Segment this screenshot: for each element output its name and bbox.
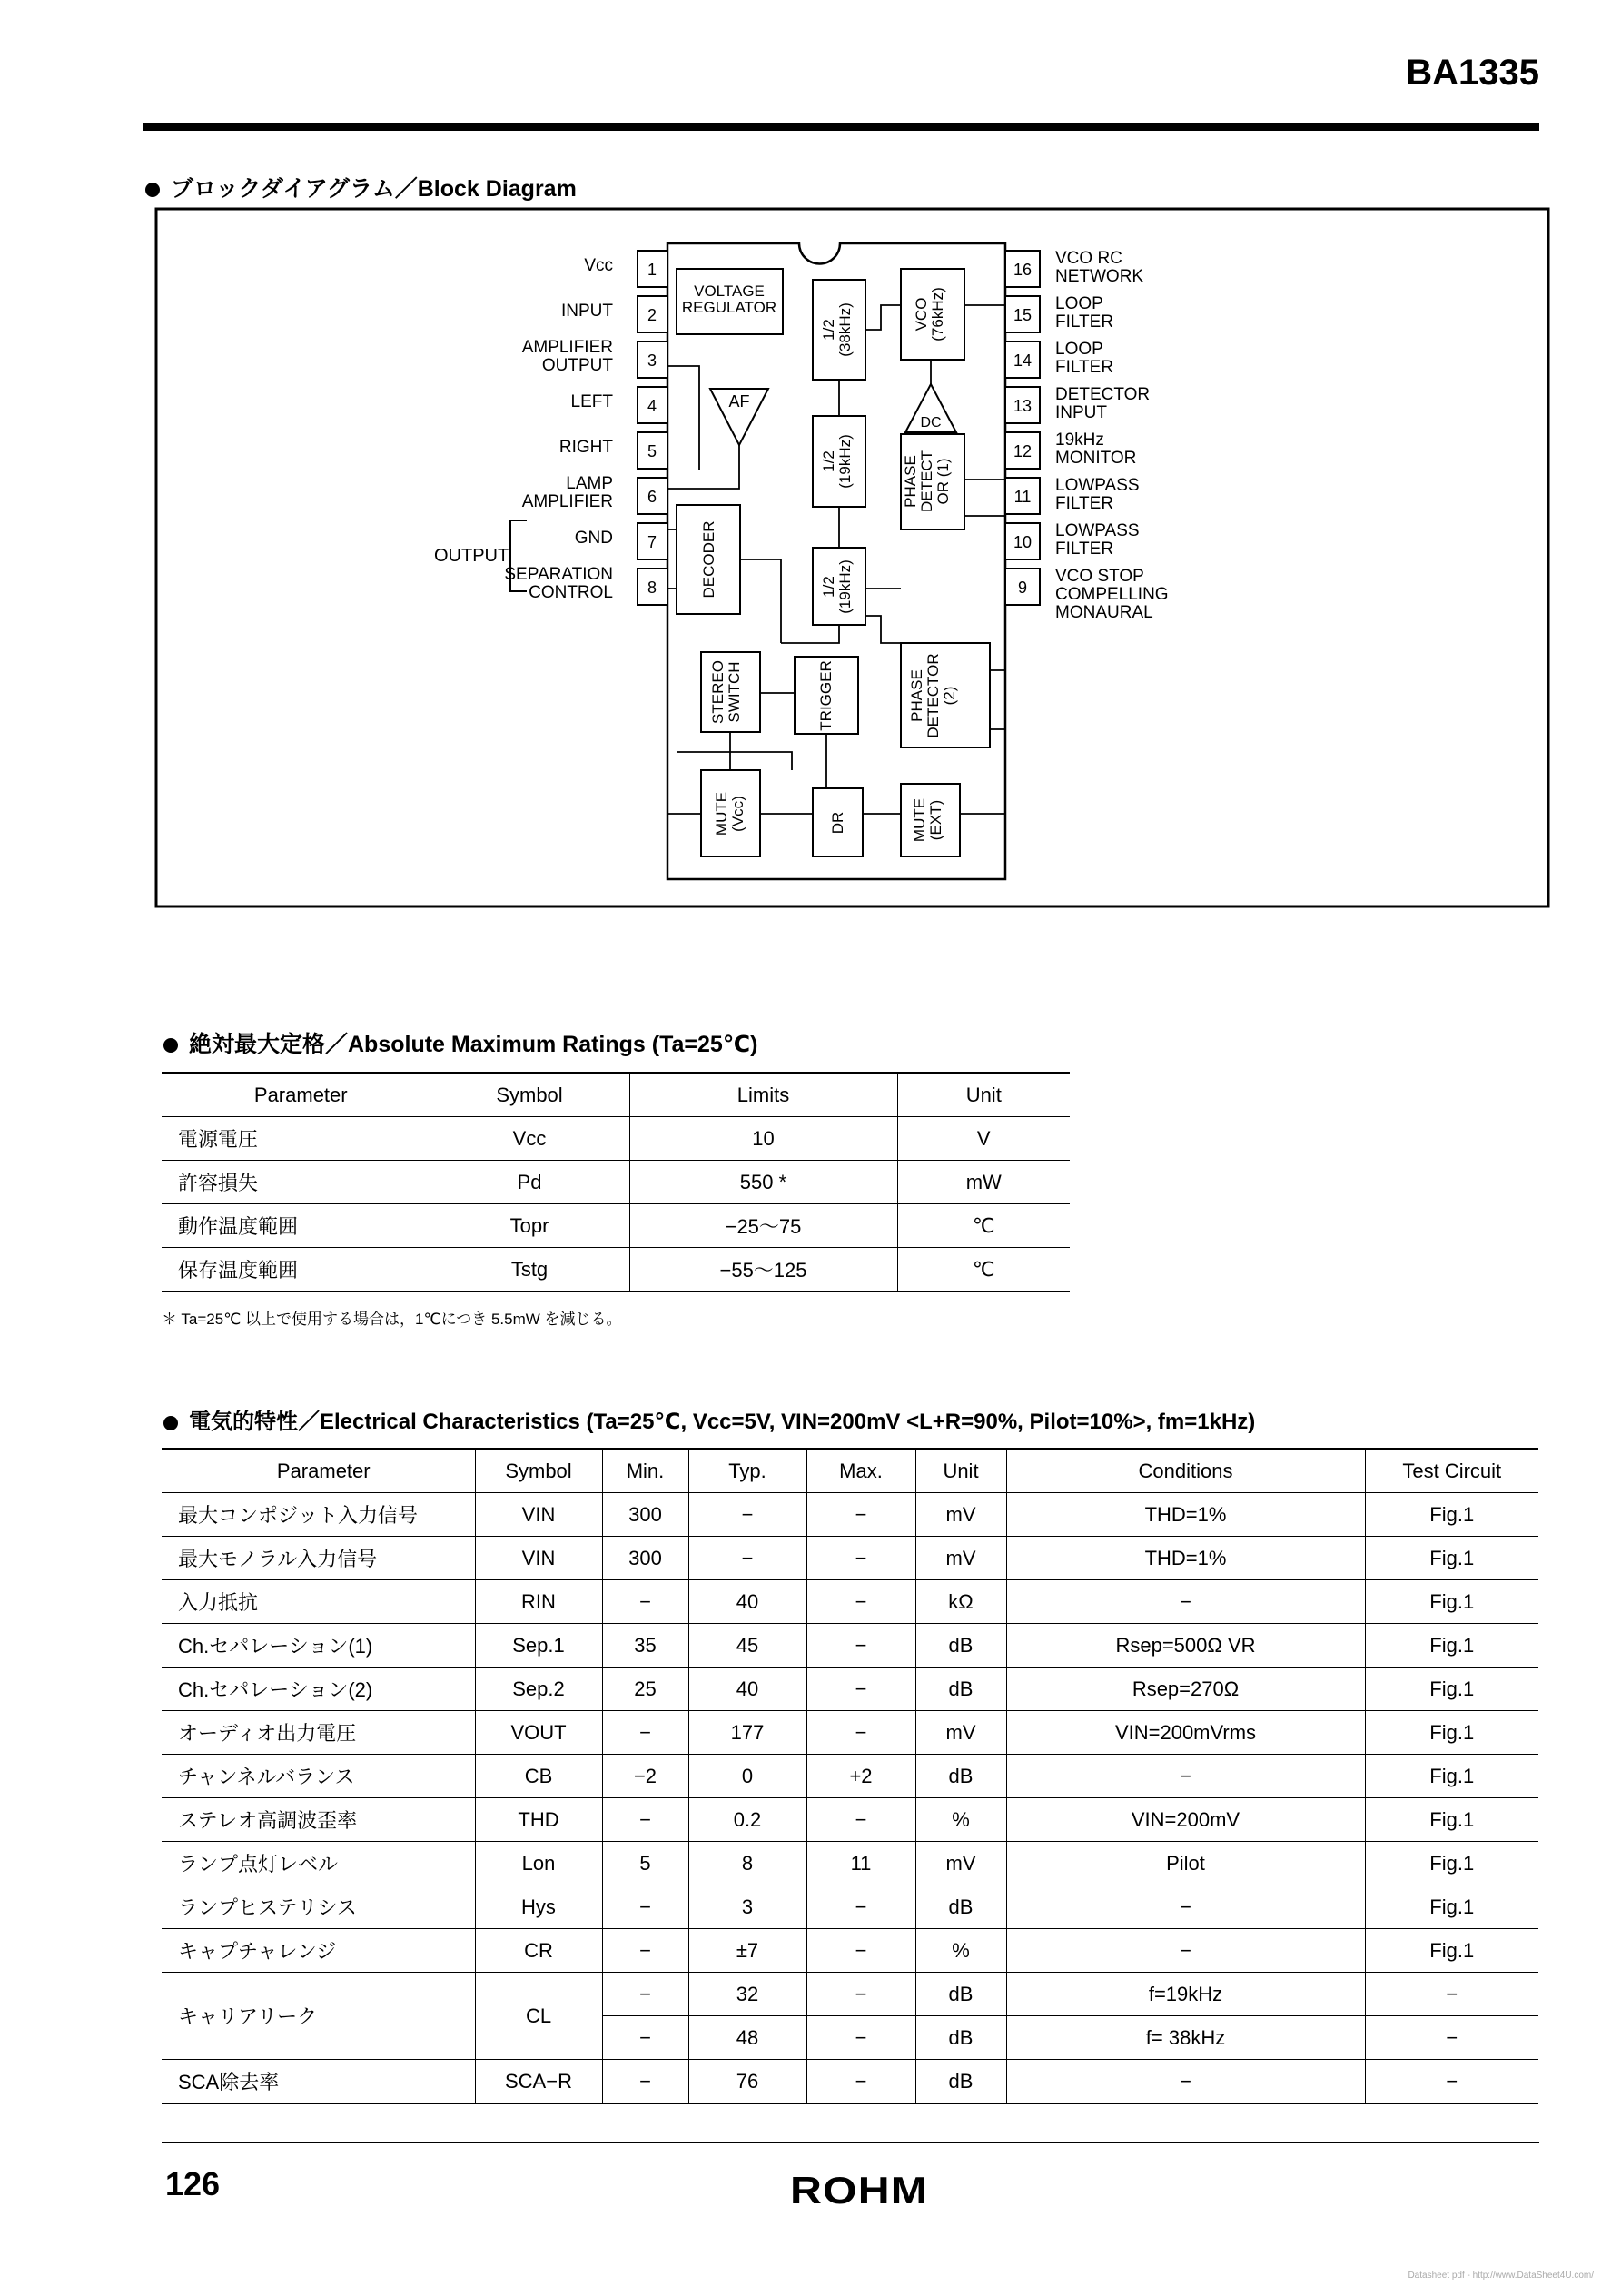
cell: VIN <box>475 1493 602 1537</box>
pins-left <box>504 251 667 605</box>
header-rule <box>143 123 1539 131</box>
pin-3-number: 3 <box>647 351 657 370</box>
table-row <box>162 1248 1070 1292</box>
cell: − <box>1365 2060 1538 2104</box>
pin-6-number: 6 <box>647 488 657 506</box>
pin-11-label: LOWPASS FILTER <box>1055 476 1140 513</box>
cell: ℃ <box>897 1204 1070 1248</box>
col-header: Unit <box>897 1073 1070 1117</box>
cell: f= 38kHz <box>1006 2016 1365 2060</box>
cell: Rsep=500Ω VR <box>1006 1624 1365 1668</box>
cell: Fig.1 <box>1365 1798 1538 1842</box>
absolute-max-title-text: 絶対最大定格／Absolute Maximum Ratings (Ta=25℃) <box>189 1032 758 1057</box>
table-header-row <box>162 1449 1538 1493</box>
cell: Fig.1 <box>1365 1755 1538 1798</box>
cell: dB <box>915 1755 1006 1798</box>
cell: CR <box>475 1929 602 1973</box>
phase-detector-1-label: PHASEDETECTOR (1) <box>902 450 952 512</box>
div19a-label: 1/2(19kHz) <box>820 434 854 489</box>
cell: − <box>602 1580 688 1624</box>
cell: dB <box>915 1973 1006 2016</box>
pin-9-number: 9 <box>1017 579 1028 597</box>
table-row <box>162 1204 1070 1248</box>
cell: Sep.2 <box>475 1668 602 1711</box>
pin-5-number: 5 <box>647 442 657 460</box>
table-row <box>162 1885 1538 1929</box>
footer-url: Datasheet pdf - http://www.DataSheet4U.com/ <box>1408 2271 1594 2281</box>
internal-wiring <box>667 305 1005 814</box>
cell: 76 <box>688 2060 806 2104</box>
pin-10-number: 10 <box>1013 533 1033 551</box>
cell: dB <box>915 1624 1006 1668</box>
absolute-max-note: ＊ Ta=25℃ 以上で使用する場合は，1℃につき 5.5mW を減じる。 <box>162 1311 622 1328</box>
absolute-max-table <box>162 1072 1070 1292</box>
cell: − <box>602 1711 688 1755</box>
pin-8-number: 8 <box>647 579 657 597</box>
cell: − <box>602 1885 688 1929</box>
pin-5-label: RIGHT <box>558 438 613 457</box>
output-label: OUTPUT <box>434 546 509 566</box>
cell: Fig.1 <box>1365 1624 1538 1668</box>
pin-7-number: 7 <box>647 533 657 551</box>
cell: 10 <box>629 1117 897 1161</box>
cell: Sep.1 <box>475 1624 602 1668</box>
cell: Ch.セパレーション(2) <box>162 1668 475 1711</box>
cell: 300 <box>602 1537 688 1580</box>
vco-label: VCO(76kHz) <box>913 287 946 341</box>
cell: Fig.1 <box>1365 1842 1538 1885</box>
table-row <box>162 1493 1538 1537</box>
pin-13-number: 13 <box>1013 397 1033 415</box>
absolute-max-title <box>163 1026 757 1059</box>
cell: 0 <box>688 1755 806 1798</box>
cell: % <box>915 1798 1006 1842</box>
pin-1-number: 1 <box>647 261 657 279</box>
electrical-title-text: 電気的特性／Electrical Characteristics (Ta=25℃, Vcc=5V, VIN=200mV <L+R=90%, Pilot=10%>, fm=1kHz) <box>189 1410 1256 1434</box>
cell: Rsep=270Ω <box>1006 1668 1365 1711</box>
page-number: 126 <box>165 2165 221 2202</box>
pin-14-number: 14 <box>1013 351 1033 370</box>
pin-12-number: 12 <box>1013 442 1033 460</box>
cell: − <box>602 1798 688 1842</box>
cell: 32 <box>688 1973 806 2016</box>
table-row <box>162 1842 1538 1885</box>
cell: ℃ <box>897 1248 1070 1292</box>
pin-1-label: Vcc <box>584 256 613 275</box>
phase-detector-2-label: PHASEDETECTOR(2) <box>908 653 958 738</box>
cell: ステレオ高調波歪率 <box>162 1798 475 1842</box>
cell: −25～75 <box>629 1204 897 1248</box>
bullet-icon <box>145 183 160 197</box>
pins-right <box>1005 249 1169 622</box>
cell: dB <box>915 2060 1006 2104</box>
cell: 保存温度範囲 <box>162 1248 430 1292</box>
pin-4-label: LEFT <box>570 392 613 411</box>
cell: − <box>806 1885 915 1929</box>
pin-15-label: LOOP FILTER <box>1055 294 1114 332</box>
decoder-label: DECODER <box>700 520 717 599</box>
cell: Topr <box>430 1204 629 1248</box>
cell: dB <box>915 1885 1006 1929</box>
table-row <box>162 1117 1070 1161</box>
div38-label: 1/2(38kHz) <box>820 302 854 357</box>
pin-11-number: 11 <box>1013 488 1032 506</box>
col-header: Min. <box>602 1449 688 1493</box>
cell: Pilot <box>1006 1842 1365 1885</box>
cell: Fig.1 <box>1365 1668 1538 1711</box>
cell: − <box>806 2016 915 2060</box>
cell: dB <box>915 1668 1006 1711</box>
pin-14-label: LOOP FILTER <box>1055 340 1114 377</box>
cell: Tstg <box>430 1248 629 1292</box>
cell: 0.2 <box>688 1798 806 1842</box>
cell: − <box>688 1493 806 1537</box>
cell: Hys <box>475 1885 602 1929</box>
col-header: Symbol <box>430 1073 629 1117</box>
table-row <box>162 1755 1538 1798</box>
cell: SCA除去率 <box>162 2060 475 2104</box>
cell: V <box>897 1117 1070 1161</box>
cell: − <box>602 1973 688 2016</box>
cell: − <box>806 1929 915 1973</box>
col-header: Parameter <box>162 1073 430 1117</box>
cell: −55～125 <box>629 1248 897 1292</box>
cell: − <box>1006 2060 1365 2104</box>
cell: 3 <box>688 1885 806 1929</box>
block-diagram-title-text: ブロックダイアグラム／Block Diagram <box>171 176 577 202</box>
cell: キャプチャレンジ <box>162 1929 475 1973</box>
cell: 35 <box>602 1624 688 1668</box>
col-header: Conditions <box>1006 1449 1365 1493</box>
cell: 48 <box>688 2016 806 2060</box>
cell: 11 <box>806 1842 915 1885</box>
cell: CB <box>475 1755 602 1798</box>
col-header: Unit <box>915 1449 1006 1493</box>
cell: VIN=200mV <box>1006 1798 1365 1842</box>
col-header: Limits <box>629 1073 897 1117</box>
cell: − <box>806 1668 915 1711</box>
trigger-label: TRIGGER <box>817 660 835 731</box>
cell: − <box>806 1537 915 1580</box>
cell: 5 <box>602 1842 688 1885</box>
cell: mV <box>915 1537 1006 1580</box>
cell: − <box>806 1624 915 1668</box>
table-row <box>162 1798 1538 1842</box>
cell: − <box>806 2060 915 2104</box>
mute-vcc-label: MUTE(Vcc) <box>713 791 746 836</box>
footer-rule <box>162 2142 1539 2143</box>
cell: − <box>806 1973 915 2016</box>
cell: VOUT <box>475 1711 602 1755</box>
cell: mV <box>915 1842 1006 1885</box>
pin-15-number: 15 <box>1013 306 1033 324</box>
cell: mW <box>897 1161 1070 1204</box>
cell: キャリアリーク <box>162 1973 475 2060</box>
cell: −2 <box>602 1755 688 1798</box>
cell: − <box>806 1711 915 1755</box>
cell: 300 <box>602 1493 688 1537</box>
electrical-table-body <box>162 1493 1538 2104</box>
cell: RIN <box>475 1580 602 1624</box>
cell: − <box>1006 1929 1365 1973</box>
bullet-icon <box>163 1416 178 1430</box>
cell: − <box>1006 1755 1365 1798</box>
cell: Pd <box>430 1161 629 1204</box>
cell: 45 <box>688 1624 806 1668</box>
cell: VIN=200mVrms <box>1006 1711 1365 1755</box>
table-row <box>162 1624 1538 1668</box>
table-row <box>162 1973 1538 2016</box>
cell: 550 * <box>629 1161 897 1204</box>
table-row <box>162 2060 1538 2104</box>
cell: 25 <box>602 1668 688 1711</box>
cell: Fig.1 <box>1365 1493 1538 1537</box>
mute-ext-label: MUTE(EXT) <box>911 797 944 843</box>
cell: Fig.1 <box>1365 1929 1538 1973</box>
col-header: Parameter <box>162 1449 475 1493</box>
cell: kΩ <box>915 1580 1006 1624</box>
pin-7-label: GND <box>574 529 613 548</box>
cell: ±7 <box>688 1929 806 1973</box>
cell: 40 <box>688 1668 806 1711</box>
cell: Fig.1 <box>1365 1580 1538 1624</box>
cell: − <box>1006 1580 1365 1624</box>
cell: − <box>1365 2016 1538 2060</box>
table-row <box>162 1668 1538 1711</box>
dc-label: DC <box>920 415 942 430</box>
pin-4-number: 4 <box>647 397 657 415</box>
pin-2-number: 2 <box>647 306 657 324</box>
pin-13-label: DETECTOR INPUT <box>1055 385 1151 422</box>
cell: THD=1% <box>1006 1493 1365 1537</box>
pin-12-label: 19kHz MONITOR <box>1055 430 1137 468</box>
cell: +2 <box>806 1755 915 1798</box>
table-row <box>162 1537 1538 1580</box>
cell: 177 <box>688 1711 806 1755</box>
pin-8-label: SEPARATION CONTROL <box>504 565 613 602</box>
cell: THD <box>475 1798 602 1842</box>
cell: Fig.1 <box>1365 1537 1538 1580</box>
table-row <box>162 1161 1070 1204</box>
cell: − <box>602 2016 688 2060</box>
block-diagram <box>154 207 1553 915</box>
cell: dB <box>915 2016 1006 2060</box>
cell: 許容損失 <box>162 1161 430 1204</box>
dr-label: DR <box>829 811 846 835</box>
div19b-label: 1/2(19kHz) <box>820 559 854 614</box>
voltage-regulator-label: VOLTAGE REGULATOR <box>681 282 777 316</box>
cell: VIN <box>475 1537 602 1580</box>
cell: チャンネルバランス <box>162 1755 475 1798</box>
cell: ランプヒステリシス <box>162 1885 475 1929</box>
rohm-logo: ROHM <box>790 2169 929 2212</box>
block-diagram-title <box>145 171 577 203</box>
pin-3-label: AMPLIFIER OUTPUT <box>521 338 613 375</box>
cell: 40 <box>688 1580 806 1624</box>
cell: − <box>806 1493 915 1537</box>
col-header: Max. <box>806 1449 915 1493</box>
col-header: Test Circuit <box>1365 1449 1538 1493</box>
cell: 8 <box>688 1842 806 1885</box>
electrical-table <box>162 1448 1538 2104</box>
cell: 動作温度範囲 <box>162 1204 430 1248</box>
cell: Fig.1 <box>1365 1711 1538 1755</box>
cell: − <box>806 1798 915 1842</box>
cell: Fig.1 <box>1365 1885 1538 1929</box>
pin-10-label: LOWPASS FILTER <box>1055 521 1140 559</box>
pin-9-label: VCO STOP COMPELLING MONAURAL <box>1055 567 1169 622</box>
cell: − <box>1006 1885 1365 1929</box>
col-header: Symbol <box>475 1449 602 1493</box>
cell: Ch.セパレーション(1) <box>162 1624 475 1668</box>
cell: ランプ点灯レベル <box>162 1842 475 1885</box>
table-row <box>162 1711 1538 1755</box>
cell: 入力抵抗 <box>162 1580 475 1624</box>
cell: − <box>602 1929 688 1973</box>
pin-6-label: LAMP AMPLIFIER <box>521 474 613 511</box>
cell: Vcc <box>430 1117 629 1161</box>
cell: CL <box>475 1973 602 2060</box>
cell: 最大コンポジット入力信号 <box>162 1493 475 1537</box>
cell: − <box>806 1580 915 1624</box>
cell: − <box>1365 1973 1538 2016</box>
electrical-title <box>163 1403 1255 1435</box>
table-row <box>162 1929 1538 1973</box>
cell: 最大モノラル入力信号 <box>162 1537 475 1580</box>
cell: − <box>688 1537 806 1580</box>
cell: % <box>915 1929 1006 1973</box>
table-row <box>162 1580 1538 1624</box>
pin-2-label: INPUT <box>561 302 613 321</box>
cell: 電源電圧 <box>162 1117 430 1161</box>
cell: − <box>602 2060 688 2104</box>
table-header-row <box>162 1073 1070 1117</box>
cell: SCA−R <box>475 2060 602 2104</box>
pin-16-number: 16 <box>1013 261 1033 279</box>
col-header: Typ. <box>688 1449 806 1493</box>
cell: オーディオ出力電圧 <box>162 1711 475 1755</box>
cell: mV <box>915 1493 1006 1537</box>
cell: mV <box>915 1711 1006 1755</box>
af-label: AF <box>728 392 750 411</box>
bullet-icon <box>163 1038 178 1053</box>
stereo-switch-label: STEREOSWITCH <box>709 660 743 724</box>
cell: f=19kHz <box>1006 1973 1365 2016</box>
cell: Lon <box>475 1842 602 1885</box>
pin-16-label: VCO RC NETWORK <box>1055 249 1144 286</box>
part-number: BA1335 <box>1406 53 1539 93</box>
cell: THD=1% <box>1006 1537 1365 1580</box>
